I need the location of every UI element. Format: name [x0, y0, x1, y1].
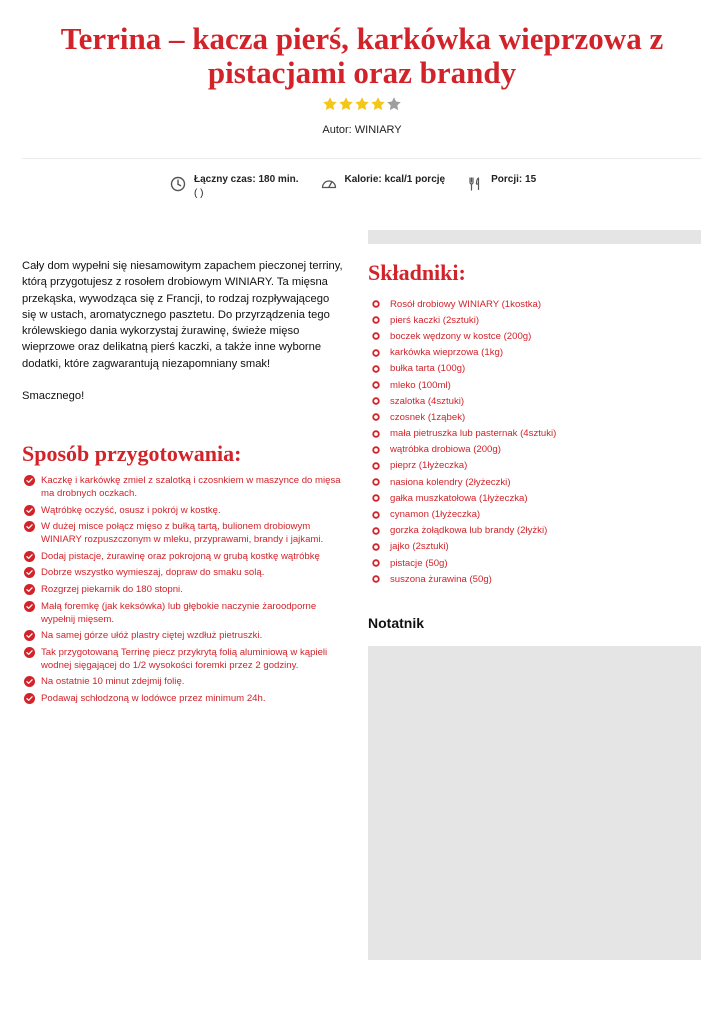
recipe-intro: [22, 258, 344, 404]
bullet-ring-icon: [372, 381, 380, 389]
checkmark-icon: [24, 601, 35, 612]
total-time-label: Łączny czas: 180 min.: [194, 174, 299, 185]
ingredient-item: [372, 312, 556, 328]
preparation-step: [24, 692, 346, 705]
ingredient-item: [372, 296, 556, 312]
ingredient-label: boczek wędzony w kostce (200g): [390, 330, 532, 342]
total-time: [170, 174, 299, 199]
preparation-step-text: Na ostatnie 10 minut zdejmij folię.: [41, 676, 185, 688]
intro-closing: Smacznego!: [22, 390, 85, 403]
portions-label: Porcji: 15: [491, 174, 537, 185]
preparation-step: [24, 550, 346, 563]
checkmark-icon: [24, 567, 35, 578]
ingredient-label: pierś kaczki (2sztuki): [390, 314, 480, 326]
preparation-step: [24, 566, 346, 579]
preparation-step-text: W dużej misce połącz mięso z bułką tartą, bulionem drobiowym WINIARY rozpuszczonym w mleku, przyprawami, brandy i jajkami.: [41, 521, 324, 546]
star-filled-icon: [370, 96, 386, 112]
preparation-step: [24, 583, 346, 596]
ingredient-label: wątróbka drobiowa (200g): [390, 444, 501, 456]
ingredients-list: [372, 296, 556, 587]
ingredient-label: czosnek (1ząbek): [390, 411, 466, 423]
ingredient-label: nasiona kolendry (2łyżeczki): [390, 476, 511, 488]
ingredient-label: bułka tarta (100g): [390, 363, 466, 375]
bullet-ring-icon: [372, 559, 380, 567]
notes-area[interactable]: [368, 646, 701, 960]
ingredient-item: [372, 539, 556, 555]
ingredient-item: [372, 442, 556, 458]
ingredient-item: [372, 409, 556, 425]
calories-label: Kalorie: kcal/1 porcję: [344, 174, 446, 185]
bullet-ring-icon: [372, 462, 380, 470]
ingredient-label: Rosół drobiowy WINIARY (1kostka): [390, 298, 542, 310]
checkmark-icon: [24, 505, 35, 516]
calories: [321, 174, 446, 192]
star-filled-icon: [322, 96, 338, 112]
preparation-step-text: Rozgrzej piekarnik do 180 stopni.: [41, 583, 183, 595]
ingredients-title: Składniki:: [368, 260, 466, 285]
bullet-ring-icon: [372, 494, 380, 502]
checkmark-icon: [24, 676, 35, 687]
intro-paragraph: Cały dom wypełni się niesamowitym zapachem pieczonej terriny, którą przygotujesz z rosołem drobiowym WINIARY. Ta mięsna przekąska, wywodząca się z Francji, to rodzaj rozpływającego się w ustach, aromatycznego pasztetu. Do przyrządzenia tego królewskiego dania wykorzystaj żurawinę, świeże mięso wieprzowe oraz delikatną pierś kaczki, a także inne wyborne dodatki, które zagwarantują niezapomniany smak!: [22, 260, 343, 370]
bullet-ring-icon: [372, 349, 380, 357]
header-divider: [22, 158, 702, 159]
ingredient-label: jajko (2sztuki): [390, 541, 449, 553]
bullet-ring-icon: [372, 543, 380, 551]
preparation-step-text: Na samej górze ułóż plastry ciętej wzdłuż pietruszki.: [41, 630, 263, 642]
bullet-ring-icon: [372, 430, 380, 438]
ingredient-item: [372, 361, 556, 377]
checkmark-icon: [24, 647, 35, 658]
preparation-step-text: Dobrze wszystko wymieszaj, dopraw do smaku solą.: [41, 567, 265, 579]
star-empty-icon: [386, 96, 402, 112]
bullet-ring-icon: [372, 413, 380, 421]
ingredient-item: [372, 328, 556, 344]
preparation-step: [24, 474, 346, 500]
ingredient-item: [372, 426, 556, 442]
ingredient-item: [372, 393, 556, 409]
bullet-ring-icon: [372, 511, 380, 519]
recipe-meta: [170, 174, 536, 199]
bullet-ring-icon: [372, 332, 380, 340]
preparation-step: [24, 600, 346, 626]
preparation-step-text: Wątróbkę oczyść, osusz i pokrój w kostkę.: [41, 504, 221, 516]
preparation-step-text: Małą foremkę (jak keksówka) lub głębokie naczynie żaroodporne wypełnij mięsem.: [41, 600, 317, 625]
star-filled-icon: [354, 96, 370, 112]
ingredient-label: mleko (100ml): [390, 379, 451, 391]
preparation-step-text: Dodaj pistacje, żurawinę oraz pokrojoną w grubą kostkę wątróbkę: [41, 550, 320, 562]
ingredient-label: suszona żurawina (50g): [390, 573, 492, 585]
portions: [467, 174, 536, 192]
preparation-step: [24, 629, 346, 642]
ingredient-label: karkówka wieprzowa (1kg): [390, 347, 504, 359]
ingredient-item: [372, 523, 556, 539]
preparation-step: [24, 646, 346, 672]
bullet-ring-icon: [372, 300, 380, 308]
checkmark-icon: [24, 693, 35, 704]
ingredient-label: cynamon (1łyżeczka): [390, 509, 481, 521]
bullet-ring-icon: [372, 316, 380, 324]
ingredient-item: [372, 571, 556, 587]
recipe-title: Terrina – kacza pierś, karkówka wieprzowa z pistacjami oraz brandy: [60, 21, 664, 90]
checkmark-icon: [24, 630, 35, 641]
ingredient-item: [372, 506, 556, 522]
checkmark-icon: [24, 551, 35, 562]
gauge-icon: [321, 174, 337, 192]
bullet-ring-icon: [372, 478, 380, 486]
ingredient-item: [372, 555, 556, 571]
recipe-author: Autor: WINIARY: [322, 124, 402, 136]
ingredient-label: pieprz (1łyżeczka): [390, 460, 468, 472]
preparation-step-text: Kaczkę i karkówkę zmiel z szalotką i czosnkiem w maszynce do mięsa ma drobnych oczkach.: [41, 475, 341, 499]
bullet-ring-icon: [372, 446, 380, 454]
ingredient-item: [372, 474, 556, 490]
total-time-sub: ( ): [194, 188, 204, 199]
rating-stars: [0, 96, 724, 116]
ingredient-label: mała pietruszka lub pasternak (4sztuki): [390, 428, 557, 440]
ingredient-item: [372, 458, 556, 474]
checkmark-icon: [24, 475, 35, 486]
notes-title: Notatnik: [368, 615, 424, 631]
ingredient-label: gałka muszkatołowa (1łyżeczka): [390, 492, 528, 504]
cutlery-icon: [467, 174, 483, 192]
clock-icon: [170, 174, 186, 192]
star-filled-icon: [338, 96, 354, 112]
preparation-title: Sposób przygotowania:: [22, 441, 242, 466]
bullet-ring-icon: [372, 365, 380, 373]
checkmark-icon: [24, 584, 35, 595]
ingredient-item: [372, 377, 556, 393]
preparation-step: [24, 504, 346, 517]
ingredient-label: gorzka żołądkowa lub brandy (2łyżki): [390, 525, 548, 537]
ingredient-label: szalotka (4sztuki): [390, 395, 465, 407]
ingredient-item: [372, 345, 556, 361]
ingredient-label: pistacje (50g): [390, 557, 448, 569]
preparation-step: [24, 675, 346, 688]
bullet-ring-icon: [372, 575, 380, 583]
preparation-step-text: Tak przygotowaną Terrinę piecz przykrytą folią aluminiową w kąpieli wodnej sięgającej do 1/2 wysokości foremki przez 2 godziny.: [41, 646, 328, 671]
preparation-step-text: Podawaj schłodzoną w lodówce przez minimum 24h.: [41, 692, 266, 704]
bullet-ring-icon: [372, 397, 380, 405]
bullet-ring-icon: [372, 527, 380, 535]
checkmark-icon: [24, 521, 35, 532]
ingredient-item: [372, 490, 556, 506]
preparation-step: [24, 520, 346, 546]
preparation-steps: [24, 474, 346, 709]
ad-placeholder: [368, 230, 701, 244]
